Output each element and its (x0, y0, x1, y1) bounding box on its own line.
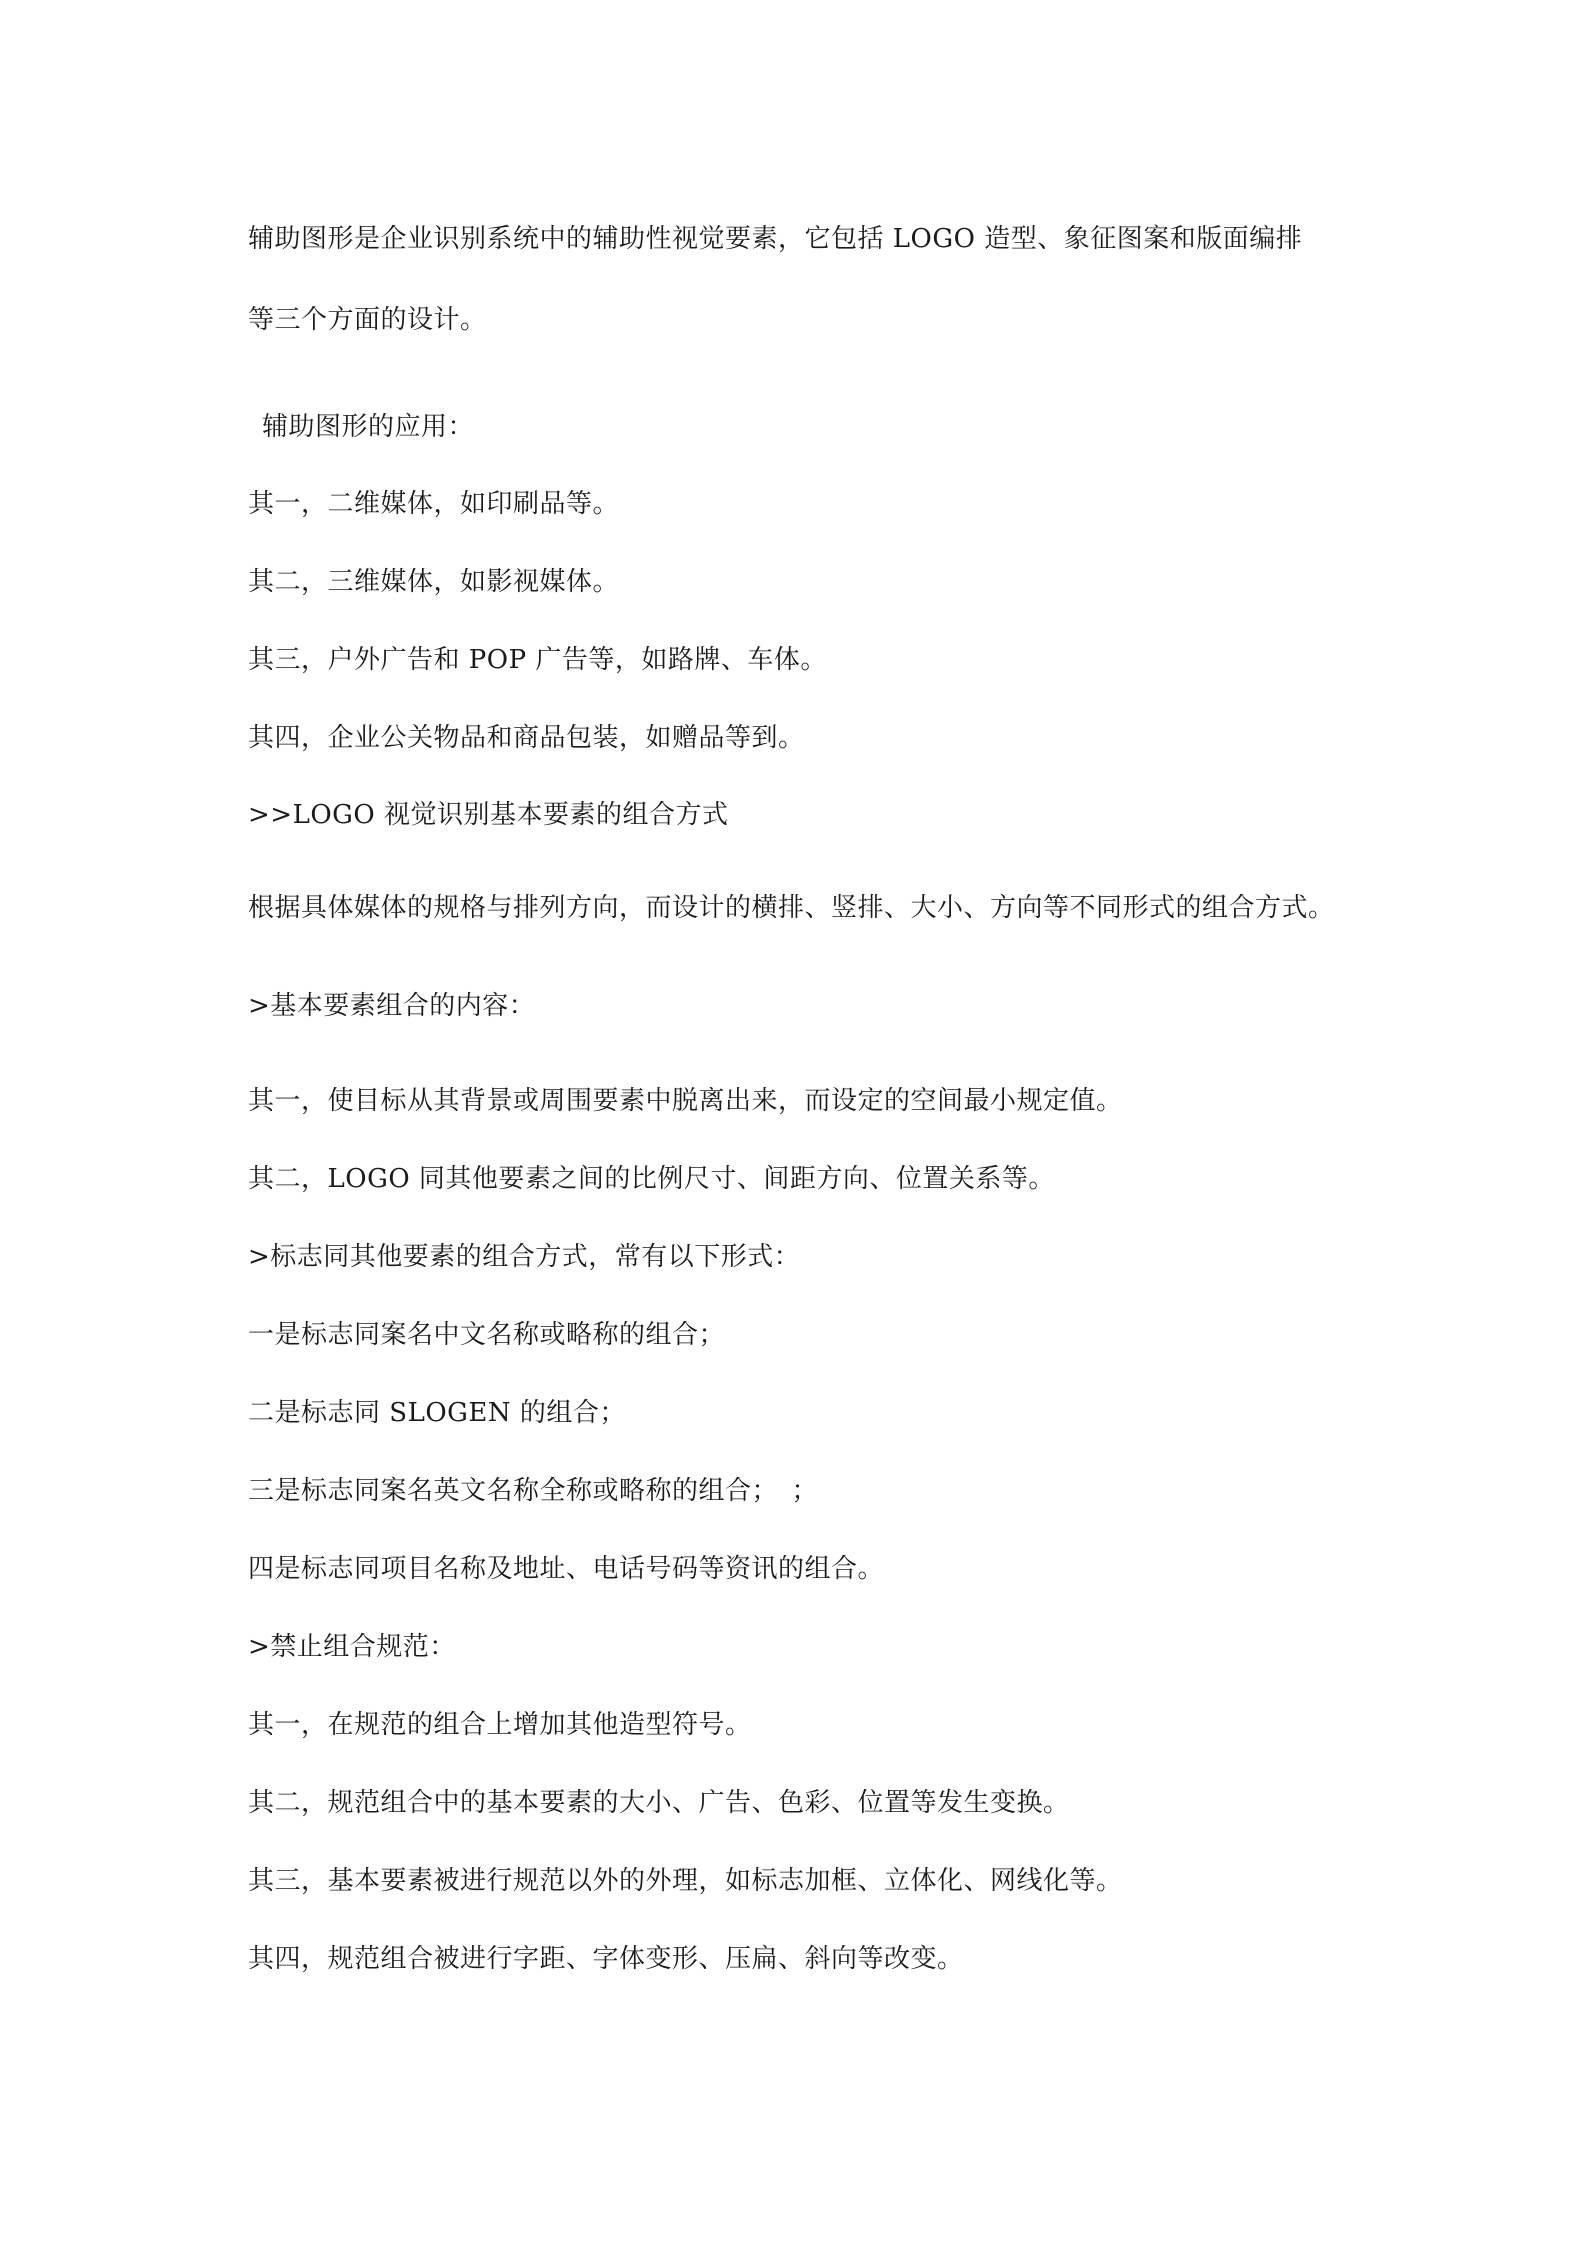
subheading-combination-forms: >标志同其他要素的组合方式，常有以下形式： (248, 1242, 801, 1272)
intro-line-1: 辅助图形是企业识别系统中的辅助性视觉要素，它包括 LOGO 造型、象征图案和版面编排 (248, 224, 1303, 254)
prohibited-item-2: 其二，规范组合中的基本要素的大小、广告、色彩、位置等发生变换。 (248, 1788, 1070, 1818)
content-item-2: 其二，LOGO 同其他要素之间的比例尺寸、间距方向、位置关系等。 (248, 1164, 1055, 1194)
combination-description: 根据具体媒体的规格与排列方向，而设计的横排、竖排、大小、方向等不同形式的组合方式。 (248, 893, 1335, 923)
prohibited-item-1: 其一，在规范的组合上增加其他造型符号。 (248, 1710, 752, 1740)
application-item-2: 其二，三维媒体，如影视媒体。 (248, 567, 620, 597)
prohibited-item-4: 其四，规范组合被进行字距、字体变形、压扁、斜向等改变。 (248, 1944, 964, 1974)
section-heading-logo-combination: >>LOGO 视觉识别基本要素的组合方式 (248, 800, 729, 830)
subheading-combination-content: >基本要素组合的内容： (248, 991, 536, 1021)
intro-line-2: 等三个方面的设计。 (248, 305, 487, 335)
content-item-1: 其一，使目标从其背景或周围要素中脱离出来，而设定的空间最小规定值。 (248, 1086, 1123, 1116)
form-item-2: 二是标志同 SLOGEN 的组合； (248, 1398, 626, 1428)
form-item-1: 一是标志同案名中文名称或略称的组合； (248, 1320, 726, 1350)
subheading-prohibited-combinations: >禁止组合规范： (248, 1632, 456, 1662)
form-item-4: 四是标志同项目名称及地址、电话号码等资讯的组合。 (248, 1554, 885, 1584)
form-item-3: 三是标志同案名英文名称全称或略称的组合； ； (248, 1476, 819, 1506)
application-item-3: 其三，户外广告和 POP 广告等，如路牌、车体。 (248, 645, 827, 675)
prohibited-item-3: 其三，基本要素被进行规范以外的外理，如标志加框、立体化、网线化等。 (248, 1866, 1123, 1896)
section-heading-application: 辅助图形的应用： (262, 412, 475, 442)
application-item-4: 其四，企业公关物品和商品包装，如赠品等到。 (248, 723, 805, 753)
application-item-1: 其一，二维媒体，如印刷品等。 (248, 489, 620, 519)
